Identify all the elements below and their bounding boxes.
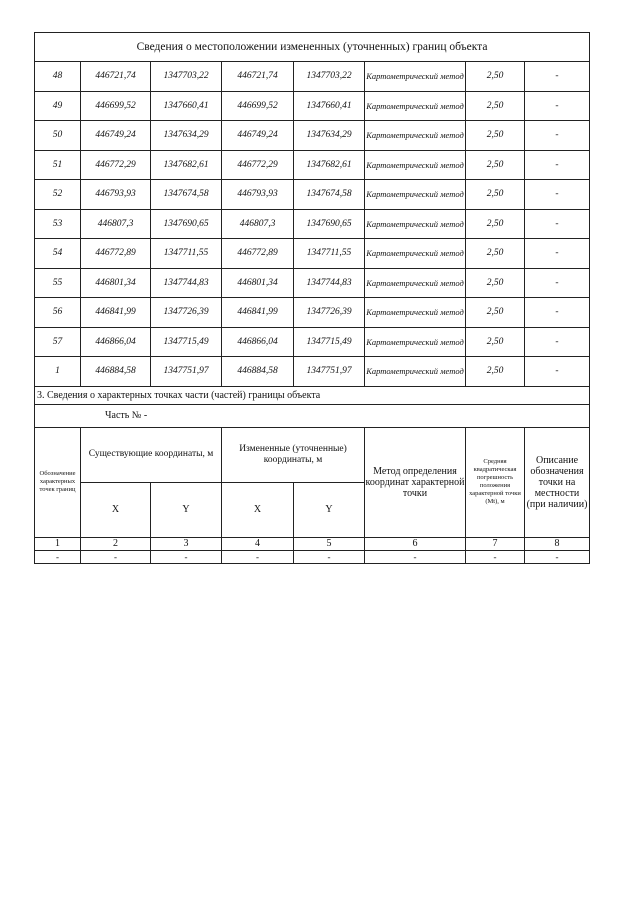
accuracy-cell: 2,50: [466, 121, 525, 151]
changed-y-cell: 1347682,61: [294, 150, 365, 180]
existing-y-cell: 1347690,65: [151, 209, 222, 239]
empty-cell: -: [151, 550, 222, 563]
changed-x-cell: 446772,29: [222, 150, 294, 180]
method-cell: Картометрический метод: [365, 150, 466, 180]
description-cell: -: [525, 239, 590, 269]
changed-y-cell: 1347660,41: [294, 91, 365, 121]
existing-x-cell: 446841,99: [81, 298, 151, 328]
column-number-cell: 8: [525, 537, 590, 550]
changed-x-cell: 446841,99: [222, 298, 294, 328]
table-row: [35, 239, 590, 269]
changed-y-cell: 1347690,65: [294, 209, 365, 239]
description-cell: -: [525, 91, 590, 121]
description-cell: -: [525, 357, 590, 387]
changed-y-cell: 1347726,39: [294, 298, 365, 328]
description-cell: -: [525, 209, 590, 239]
existing-y-cell: 1347744,83: [151, 268, 222, 298]
changed-x-cell: 446749,24: [222, 121, 294, 151]
point-number-cell: 48: [35, 62, 81, 92]
existing-y-cell: 1347682,61: [151, 150, 222, 180]
column-number-cell: 3: [151, 537, 222, 550]
accuracy-cell: 2,50: [466, 268, 525, 298]
method-cell: Картометрический метод: [365, 121, 466, 151]
empty-cell: -: [222, 550, 294, 563]
designation-header: Обозначение характерных точек границ: [35, 427, 81, 537]
point-number-cell: 53: [35, 209, 81, 239]
column-number-cell: 1: [35, 537, 81, 550]
boundary-table: [34, 32, 590, 564]
empty-cell: -: [294, 550, 365, 563]
method-cell: Картометрический метод: [365, 62, 466, 92]
empty-cell: -: [466, 550, 525, 563]
changed-x-cell: 446793,93: [222, 180, 294, 210]
table-row: [35, 357, 590, 387]
column-number-cell: 6: [365, 537, 466, 550]
changed-x-cell: 446699,52: [222, 91, 294, 121]
changed-x-cell: 446807,3: [222, 209, 294, 239]
table-title: Сведения о местоположении измененных (уточненных) границ объекта: [35, 33, 590, 62]
method-cell: Картометрический метод: [365, 209, 466, 239]
existing-y-header: Y: [151, 482, 222, 537]
column-number-cell: 2: [81, 537, 151, 550]
existing-x-cell: 446699,52: [81, 91, 151, 121]
column-number-cell: 5: [294, 537, 365, 550]
accuracy-cell: 2,50: [466, 209, 525, 239]
existing-coords-header: Существующие координаты, м: [81, 427, 222, 482]
column-number-cell: 7: [466, 537, 525, 550]
table-row: [35, 150, 590, 180]
description-cell: -: [525, 62, 590, 92]
changed-y-cell: 1347703,22: [294, 62, 365, 92]
method-header: Метод определения координат характерной точки: [365, 427, 466, 537]
changed-y-cell: 1347715,49: [294, 327, 365, 357]
changed-coords-header: Измененные (уточненные) координаты, м: [222, 427, 365, 482]
point-number-cell: 55: [35, 268, 81, 298]
empty-cell: -: [35, 550, 81, 563]
existing-x-cell: 446772,89: [81, 239, 151, 269]
changed-x-cell: 446772,89: [222, 239, 294, 269]
existing-y-cell: 1347715,49: [151, 327, 222, 357]
changed-x-cell: 446721,74: [222, 62, 294, 92]
part-number: Часть № -: [35, 404, 590, 427]
description-cell: -: [525, 268, 590, 298]
changed-x-cell: 446866,04: [222, 327, 294, 357]
point-number-cell: 56: [35, 298, 81, 328]
existing-x-cell: 446866,04: [81, 327, 151, 357]
method-cell: Картометрический метод: [365, 268, 466, 298]
accuracy-cell: 2,50: [466, 180, 525, 210]
changed-y-cell: 1347634,29: [294, 121, 365, 151]
changed-y-cell: 1347674,58: [294, 180, 365, 210]
changed-y-header: Y: [294, 482, 365, 537]
table-row: [35, 268, 590, 298]
column-number-cell: 4: [222, 537, 294, 550]
accuracy-cell: 2,50: [466, 239, 525, 269]
point-number-cell: 51: [35, 150, 81, 180]
table-row: [35, 62, 590, 92]
empty-cell: -: [365, 550, 466, 563]
point-number-cell: 52: [35, 180, 81, 210]
changed-y-cell: 1347751,97: [294, 357, 365, 387]
table-row: [35, 180, 590, 210]
description-header: Описание обозначения точки на местности (при наличии): [525, 427, 590, 537]
existing-y-cell: 1347726,39: [151, 298, 222, 328]
empty-cell: -: [81, 550, 151, 563]
table-row: [35, 298, 590, 328]
existing-x-cell: 446721,74: [81, 62, 151, 92]
existing-x-cell: 446884,58: [81, 357, 151, 387]
existing-x-header: X: [81, 482, 151, 537]
description-cell: -: [525, 327, 590, 357]
point-number-cell: 50: [35, 121, 81, 151]
changed-x-cell: 446884,58: [222, 357, 294, 387]
accuracy-cell: 2,50: [466, 150, 525, 180]
changed-y-cell: 1347711,55: [294, 239, 365, 269]
method-cell: Картометрический метод: [365, 357, 466, 387]
empty-cell: -: [525, 550, 590, 563]
point-number-cell: 1: [35, 357, 81, 387]
description-cell: -: [525, 150, 590, 180]
changed-y-cell: 1347744,83: [294, 268, 365, 298]
method-cell: Картометрический метод: [365, 91, 466, 121]
existing-y-cell: 1347660,41: [151, 91, 222, 121]
accuracy-header: Средняя квадратическая погрешность положения характерной точки (Mt), м: [466, 427, 525, 537]
existing-x-cell: 446793,93: [81, 180, 151, 210]
existing-x-cell: 446807,3: [81, 209, 151, 239]
accuracy-cell: 2,50: [466, 91, 525, 121]
point-number-cell: 57: [35, 327, 81, 357]
existing-y-cell: 1347674,58: [151, 180, 222, 210]
table-row: [35, 121, 590, 151]
description-cell: -: [525, 121, 590, 151]
existing-x-cell: 446749,24: [81, 121, 151, 151]
existing-y-cell: 1347703,22: [151, 62, 222, 92]
accuracy-cell: 2,50: [466, 62, 525, 92]
changed-x-header: X: [222, 482, 294, 537]
existing-x-cell: 446772,29: [81, 150, 151, 180]
accuracy-cell: 2,50: [466, 327, 525, 357]
point-number-cell: 49: [35, 91, 81, 121]
point-number-cell: 54: [35, 239, 81, 269]
description-cell: -: [525, 180, 590, 210]
existing-y-cell: 1347634,29: [151, 121, 222, 151]
table-row: [35, 327, 590, 357]
method-cell: Картометрический метод: [365, 180, 466, 210]
accuracy-cell: 2,50: [466, 298, 525, 328]
section3-title: 3. Сведения о характерных точках части (частей) границы объекта: [35, 386, 590, 404]
changed-x-cell: 446801,34: [222, 268, 294, 298]
method-cell: Картометрический метод: [365, 239, 466, 269]
description-cell: -: [525, 298, 590, 328]
accuracy-cell: 2,50: [466, 357, 525, 387]
existing-y-cell: 1347711,55: [151, 239, 222, 269]
existing-x-cell: 446801,34: [81, 268, 151, 298]
table-row: [35, 209, 590, 239]
method-cell: Картометрический метод: [365, 298, 466, 328]
method-cell: Картометрический метод: [365, 327, 466, 357]
table-row: [35, 91, 590, 121]
existing-y-cell: 1347751,97: [151, 357, 222, 387]
